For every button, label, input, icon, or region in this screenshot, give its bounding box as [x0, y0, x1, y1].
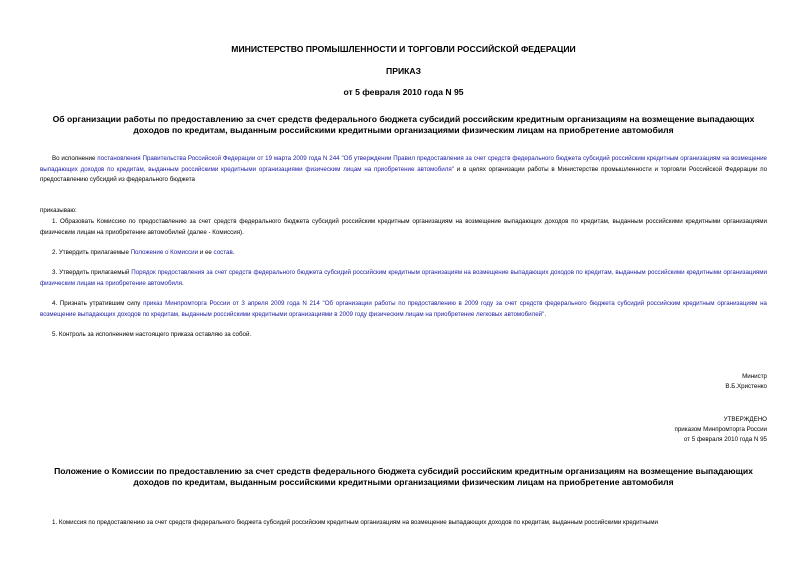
preamble-prefix: Во исполнение	[52, 155, 98, 162]
order-item-2	[40, 248, 767, 259]
ministry-heading: МИНИСТЕРСТВО ПРОМЫШЛЕННОСТИ И ТОРГОВЛИ РОССИЙСКОЙ ФЕДЕРАЦИИ	[231, 44, 576, 54]
signature-name: В.Б.Христенко	[725, 383, 767, 390]
item-2-suffix: .	[232, 249, 235, 256]
composition-link[interactable]: состав	[213, 249, 233, 256]
approval-stamp-order: приказом Минпромторга России	[674, 426, 767, 433]
item-2-prefix: 2. Утвердить прилагаемые	[52, 249, 131, 256]
order-item-5: 5. Контроль за исполнением настоящего приказа оставляю за собой.	[52, 331, 252, 338]
order-intro: приказываю:	[40, 207, 77, 214]
order-item-1: 1. Образовать Комиссию по предоставлению за счет средств федерального бюджета субсидий российским кредитным организациям на возмещение выпадающих доходов по кредитам, выданным российскими кредитными организациями физическим лицам на приобретение автомобилей (далее - Комиссия).	[40, 218, 767, 236]
item-2-mid: и ее	[198, 249, 214, 256]
approval-stamp-date: от 5 февраля 2010 года N 95	[683, 436, 767, 443]
order-title: Об организации работы по предоставлению за счет средств федерального бюджета субсидий российским кредитным организациям на возмещение выпадающих доходов по кредитам, выданным российскими кредитными организациями физическим лицам на приобретение автомобиля	[52, 114, 755, 135]
approval-stamp-title: УТВЕРЖДЕНО	[723, 416, 767, 423]
item-3-suffix: .	[181, 279, 184, 287]
regulation-item-1: 1. Комиссия по предоставлению за счет средств федерального бюджета субсидий российским кредитным организациям на возмещение выпадающих доходов по кредитам, выданным российскими кредитными	[52, 519, 658, 526]
date-number-heading: от 5 февраля 2010 года N 95	[343, 87, 464, 97]
government-decree-link[interactable]: постановления Правительства Российской Федерации от 19 марта 2009 года N 244 "Об утверждении Правил предоставления за счет средств федерального бюджета субсидий российским кредитным организациям на возмещение выпадающих доходов по кредитам, выданным российскими кредитными организациями физическим лицам на приобретение автомобиля"	[40, 155, 767, 173]
item-4-suffix: .	[544, 310, 547, 318]
procedure-link[interactable]: Порядок предоставления за счет средств федерального бюджета субсидий российским кредитным организациям на возмещение выпадающих доходов по кредитам, выданным российскими кредитными организациями физическим лицам на приобретение автомобиля	[40, 269, 767, 287]
order-item-3	[40, 268, 767, 289]
preamble-paragraph	[40, 154, 767, 186]
doc-type-heading: ПРИКАЗ	[386, 66, 421, 76]
item-3-prefix: 3. Утвердить прилагаемый	[52, 269, 132, 276]
preamble-suffix: и в целях организации работы в Министерстве промышленности и торговли Российской Федерации по предоставлению субсидий из федерального бюджета	[40, 165, 768, 183]
signature-position: Министр	[742, 373, 767, 380]
item-4-prefix: 4. Признать утратившим силу	[52, 300, 144, 307]
order-item-4	[40, 299, 767, 320]
repealed-order-link[interactable]: приказ Минпромторга России от 3 апреля 2009 года N 214 "Об организации работы по предоставлению в 2009 году за счет средств федерального бюджета субсидий российским кредитным организациям на возмещение выпадающих доходов по кредитам, выданным российскими кредитными организациями в 2009 году физическим лицам на приобретение легковых автомобилей"	[40, 300, 767, 318]
regulation-link[interactable]: Положение о Комиссии	[130, 249, 199, 256]
regulation-title: Положение о Комиссии по предоставлению за счет средств федерального бюджета субсидий российским кредитным организациям на возмещение выпадающих доходов по кредитам, выданным российскими кредитными организациями физическим лицам на приобретение автомобиля	[54, 466, 753, 487]
